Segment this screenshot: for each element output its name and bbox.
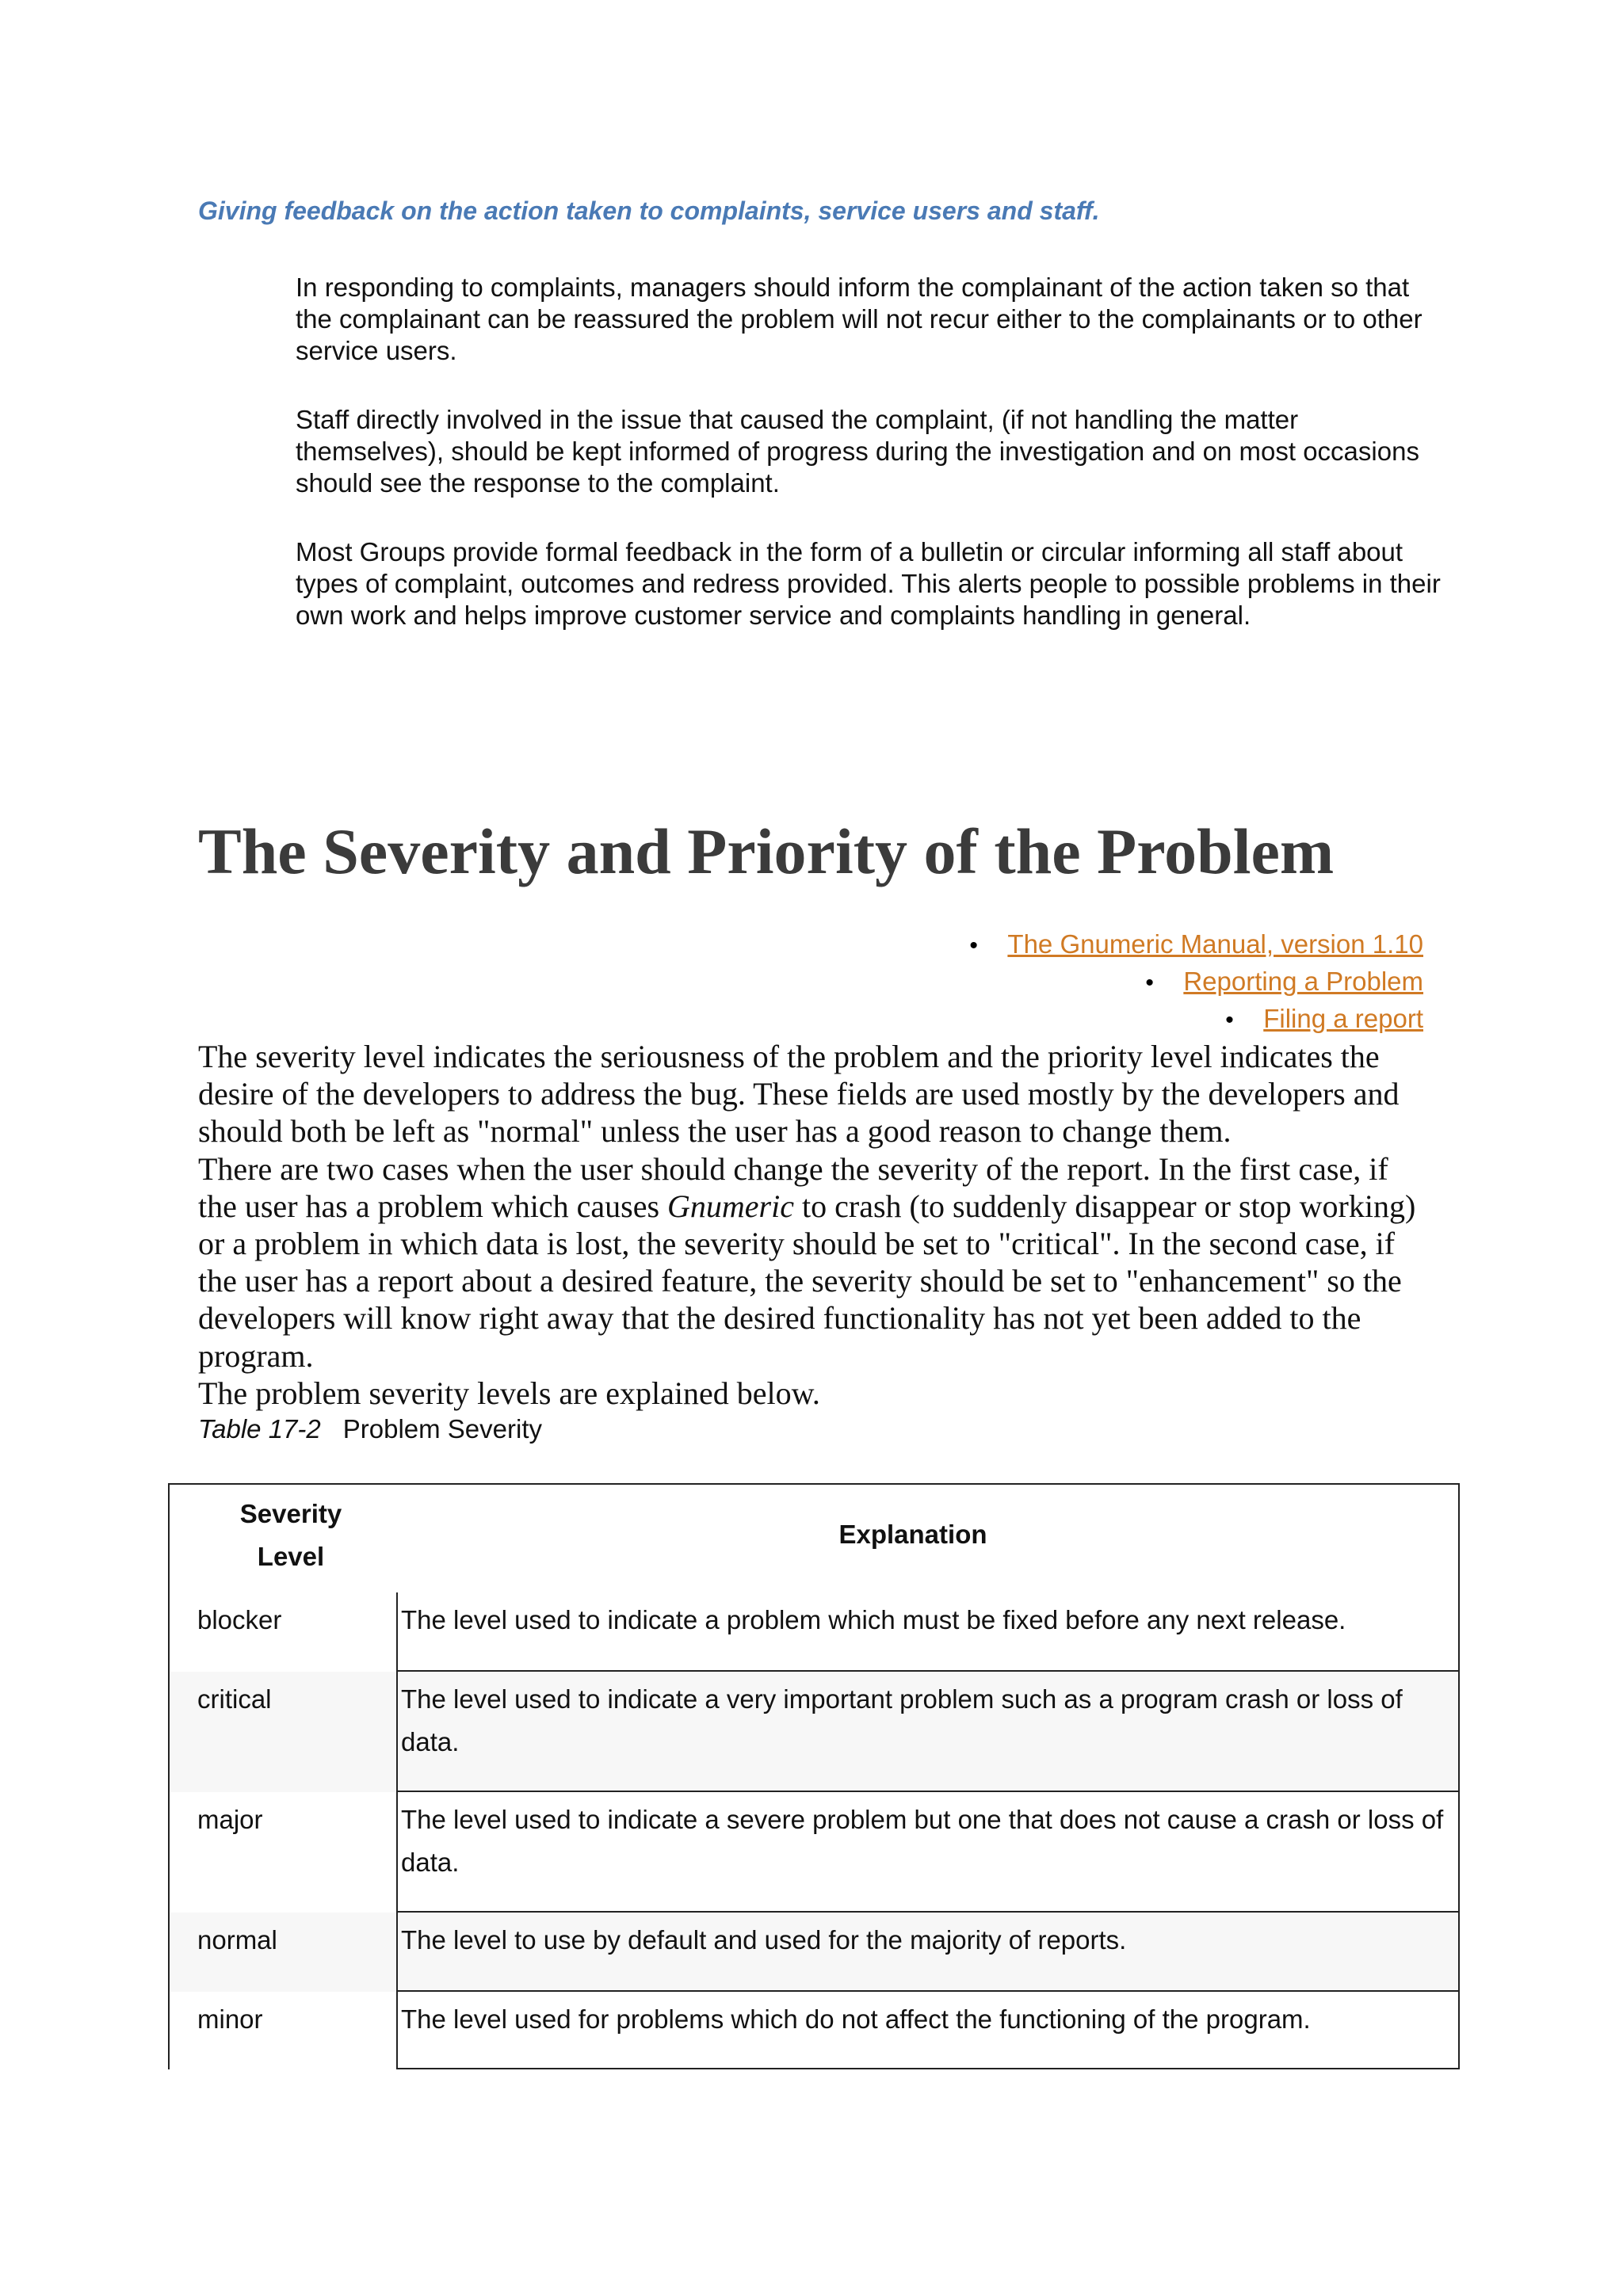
severity-table (168, 1483, 1460, 2069)
severity-level-cell: blocker (197, 1605, 282, 1634)
breadcrumb-item (792, 963, 1423, 1000)
explanation-cell: The level used to indicate a very important problem such as a program crash or loss of data. (396, 1672, 1458, 1792)
table-caption (198, 1413, 542, 1445)
feedback-paragraph: Staff directly involved in the issue that caused the complaint, (if not handling the matter themselves), should be kept informed of progress during the investigation and on most occasions should see the response to the complaint. (296, 405, 1419, 498)
breadcrumb (792, 925, 1423, 1037)
feedback-paragraph: Most Groups provide formal feedback in the form of a bulletin or circular informing all staff about types of complaint, outcomes and redress provided. This alerts people to possible problems in their own work and helps improve customer service and complaints handling in general. (296, 537, 1441, 630)
feedback-heading: Giving feedback on the action taken to complaints, service users and staff. (198, 196, 1100, 225)
explanation-cell: The level used to indicate a problem which must be fixed before any next release. (396, 1592, 1458, 1672)
body-paragraph: There are two cases when the user should change the severity of the report. In the first case, if the user has a problem which causes Gnumeric to crash (to suddenly disappear or stop working) or a problem in which data is lost, the severity should be set to "critical". In the second case, if the user has a report about a desired feature, the severity should be set to "enhancement" so the developers will know right away that the desired functionality has not yet been added to the program. (198, 1150, 1416, 1374)
section-title: The Severity and Priority of the Problem (198, 815, 1335, 887)
body-paragraph: The problem severity levels are explained below. (198, 1375, 820, 1411)
severity-level-cell: critical (197, 1684, 272, 1714)
breadcrumb-link-reporting[interactable]: Reporting a Problem (1183, 967, 1423, 996)
feedback-paragraph: In responding to complaints, managers should inform the complainant of the action taken so that the complainant can be reassured the problem will not recur either to the complainants or to other service users. (296, 273, 1423, 365)
explanation-cell: The level used to indicate a severe problem but one that does not cause a crash or loss of data. (396, 1792, 1458, 1913)
breadcrumb-link-manual[interactable]: The Gnumeric Manual, version 1.10 (1007, 929, 1423, 959)
table-title: Problem Severity (342, 1414, 543, 1444)
severity-level-cell: minor (197, 2004, 263, 2034)
app-name: Gnumeric (667, 1188, 794, 1224)
table-number: Table 17-2 (198, 1414, 321, 1444)
explanation-cell: The level to use by default and used for the majority of reports. (396, 1913, 1458, 1992)
explanation-cell: The level used for problems which do not affect the functioning of the program. (396, 1992, 1458, 2069)
table-row (170, 1792, 1458, 1913)
table-row (170, 1592, 1458, 1672)
severity-level-cell: major (197, 1805, 263, 1834)
breadcrumb-link-filing[interactable]: Filing a report (1263, 1004, 1423, 1033)
bullet-icon: • (1225, 1007, 1234, 1033)
bullet-icon: • (1145, 970, 1154, 996)
body-paragraph: The severity level indicates the seriousness of the problem and the priority level indicates the desire of the developers to address the bug. These fields are used mostly by the developers and should both be left as "normal" unless the user has a good reason to change them. (198, 1039, 1400, 1150)
table-row (170, 1913, 1458, 1992)
breadcrumb-item (792, 925, 1423, 963)
section-body (198, 1038, 1434, 1412)
column-header-explanation: Explanation (838, 1520, 987, 1549)
table-border (1458, 1483, 1460, 2069)
severity-level-cell: normal (197, 1925, 277, 1955)
table-border (168, 1483, 1460, 1485)
table-row (170, 1672, 1458, 1792)
bullet-icon: • (969, 933, 978, 959)
table-row (170, 1992, 1458, 2069)
column-header-severity: Severity Level (239, 1499, 342, 1571)
breadcrumb-item (792, 1000, 1423, 1037)
